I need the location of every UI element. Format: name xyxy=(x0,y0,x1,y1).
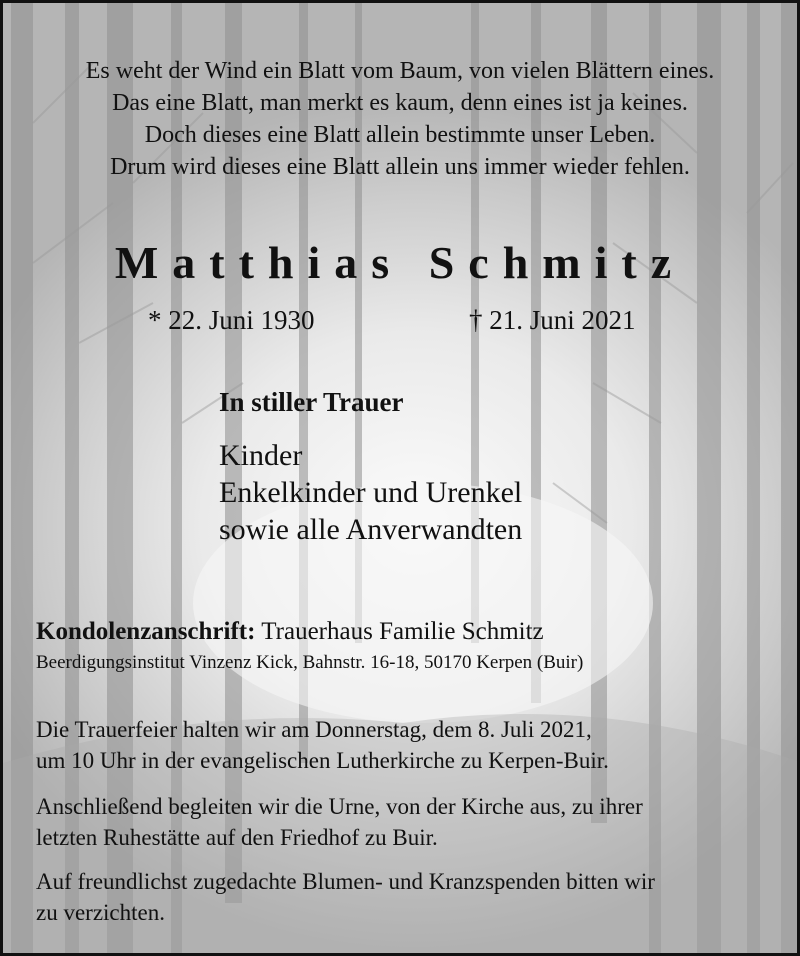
mourner-line: Kinder xyxy=(219,439,303,472)
condolence-label: Kondolenzanschrift: xyxy=(36,618,256,645)
poem-line: Das eine Blatt, man merkt es kaum, denn eines ist ja keines. xyxy=(112,90,688,116)
urn-paragraph xyxy=(36,791,643,853)
condolence-recipient: Trauerhaus Familie Schmitz xyxy=(261,618,544,645)
mourner-line: sowie alle Anverwandten xyxy=(219,513,523,546)
mourning-heading: In stiller Trauer xyxy=(219,387,404,417)
mourners-list xyxy=(219,437,522,548)
poem-line: Es weht der Wind ein Blatt vom Baum, von vielen Blättern eines. xyxy=(85,58,715,84)
text-line: Anschließend begleiten wir die Urne, von der Kirche aus, zu ihrer xyxy=(36,794,643,819)
text-line: Auf freundlichst zugedachte Blumen- und Kranzspenden bitten wir xyxy=(36,869,655,894)
service-paragraph xyxy=(36,714,609,776)
text-line: letzten Ruhestätte auf den Friedhof zu Buir. xyxy=(36,825,438,850)
condolence-line xyxy=(36,616,544,648)
text-line: zu verzichten. xyxy=(36,900,165,925)
poem-line: Drum wird dieses eine Blatt allein uns immer wieder fehlen. xyxy=(110,154,690,180)
deceased-name: Matthias Schmitz xyxy=(114,237,686,288)
flowers-paragraph xyxy=(36,866,655,928)
text-line: um 10 Uhr in der evangelischen Lutherkirche zu Kerpen-Buir. xyxy=(36,748,609,773)
poem xyxy=(3,55,797,183)
birth-date: * 22. Juni 1930 xyxy=(148,305,315,335)
poem-line: Doch dieses eine Blatt allein bestimmte unser Leben. xyxy=(144,122,656,148)
condolence-address: Beerdigungsinstitut Vinzenz Kick, Bahnstr. 16-18, 50170 Kerpen (Buir) xyxy=(36,652,584,673)
death-date: † 21. Juni 2021 xyxy=(469,305,636,335)
text-line: Die Trauerfeier halten wir am Donnerstag, dem 8. Juli 2021, xyxy=(36,717,592,742)
mourner-line: Enkelkinder und Urenkel xyxy=(219,476,523,509)
